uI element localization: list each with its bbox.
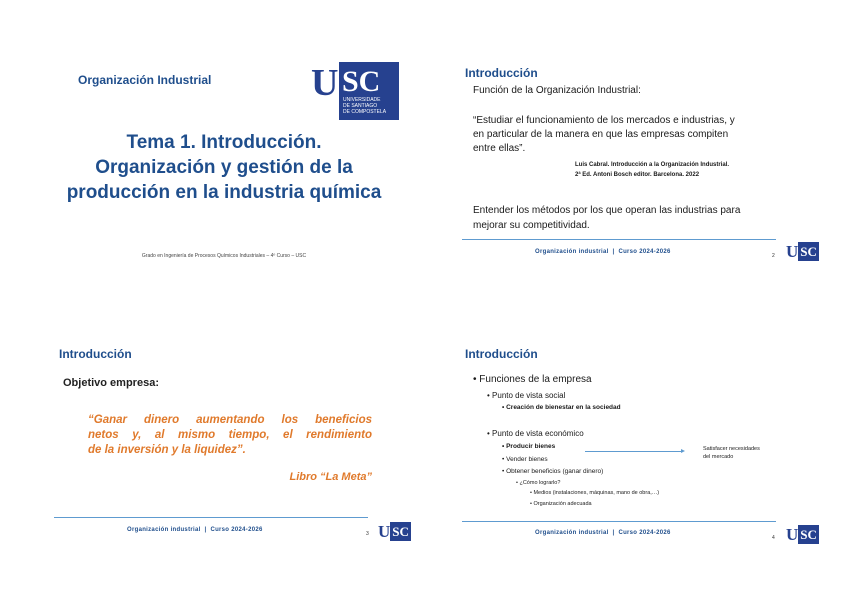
slide1-title: Tema 1. Introducción. Organización y gestión de la producción en la industria química bbox=[66, 132, 382, 203]
slide-4 bbox=[440, 318, 840, 588]
usc-logo: U SC UNIVERSIDADE DE SANTIAGO DE COMPOSTELA bbox=[311, 62, 399, 120]
footer-rule bbox=[462, 521, 776, 522]
bullet-l3: • Obtener beneficios (ganar dinero) bbox=[502, 468, 604, 475]
slide1-header: Organización Industrial bbox=[78, 73, 212, 87]
slide2-reference: Luis Cabral. Introducción a la Organización Industrial. 2ª Ed. Antoni Bosch editor. Barcelona. 2022 bbox=[575, 162, 730, 178]
slide2-paragraph: Entender los métodos por los que operan las industrias para mejorar su competitividad. bbox=[473, 205, 741, 231]
usc-logo-small: U SC bbox=[786, 242, 817, 261]
slide-2 bbox=[440, 40, 840, 310]
usc-logo-small: U SC bbox=[378, 522, 409, 541]
slide3-quote: “Ganar dinero aumentando los beneficios netos y, al mismo tiempo, el rendimiento de la inversión y la liquidez”. bbox=[88, 414, 372, 456]
page-number: 4 bbox=[772, 535, 775, 541]
slide2-quote: “Estudiar el funcionamiento de los mercados e industrias, y en particular de la manera en que las empresas compiten entre ellas”. bbox=[473, 115, 735, 154]
slide1-subtitle: Grado en Ingeniería de Procesos Químicos Industriales – 4º Curso – USC bbox=[141, 253, 307, 259]
bullet-l2: • Punto de vista social bbox=[487, 391, 566, 400]
bullet-l3: • Producir bienes bbox=[502, 443, 556, 450]
slide-3 bbox=[32, 318, 432, 588]
bullet-l3: • Creación de bienestar en la sociedad bbox=[502, 404, 621, 411]
bullet-l5: • Organización adecuada bbox=[530, 501, 592, 507]
slide4-title: Introducción bbox=[465, 347, 538, 361]
arrow-head-icon bbox=[681, 449, 685, 453]
bullet-l4: • ¿Cómo lograrlo? bbox=[516, 480, 561, 486]
bullet-l1: • Funciones de la empresa bbox=[473, 374, 592, 385]
bullet-l5: • Medios (instalaciones, máquinas, mano de obra,…) bbox=[530, 490, 660, 496]
page-number: 2 bbox=[772, 253, 775, 259]
bullet-l2: • Punto de vista económico bbox=[487, 429, 584, 438]
slide2-footer: Organización industrial | Curso 2024-2026 bbox=[535, 249, 671, 255]
slide2-lead: Función de la Organización Industrial: bbox=[473, 85, 641, 96]
slide-1 bbox=[24, 40, 424, 310]
bullet-l3: • Vender bienes bbox=[502, 456, 548, 463]
slide3-source: Libro “La Meta” bbox=[289, 471, 372, 483]
slide4-note: Satisfacer necesidades del mercado bbox=[703, 446, 760, 460]
slide3-footer: Organización industrial | Curso 2024-2026 bbox=[127, 527, 263, 533]
footer-rule bbox=[54, 517, 368, 518]
usc-logo-small: U SC bbox=[786, 525, 817, 544]
footer-rule bbox=[462, 239, 776, 240]
slide3-title: Introducción bbox=[59, 347, 132, 361]
slide3-lead: Objetivo empresa: bbox=[63, 377, 159, 389]
slide4-footer: Organización industrial | Curso 2024-2026 bbox=[535, 530, 671, 536]
page-number: 3 bbox=[366, 531, 369, 537]
slide2-title: Introducción bbox=[465, 66, 538, 80]
arrow-line bbox=[585, 451, 683, 452]
